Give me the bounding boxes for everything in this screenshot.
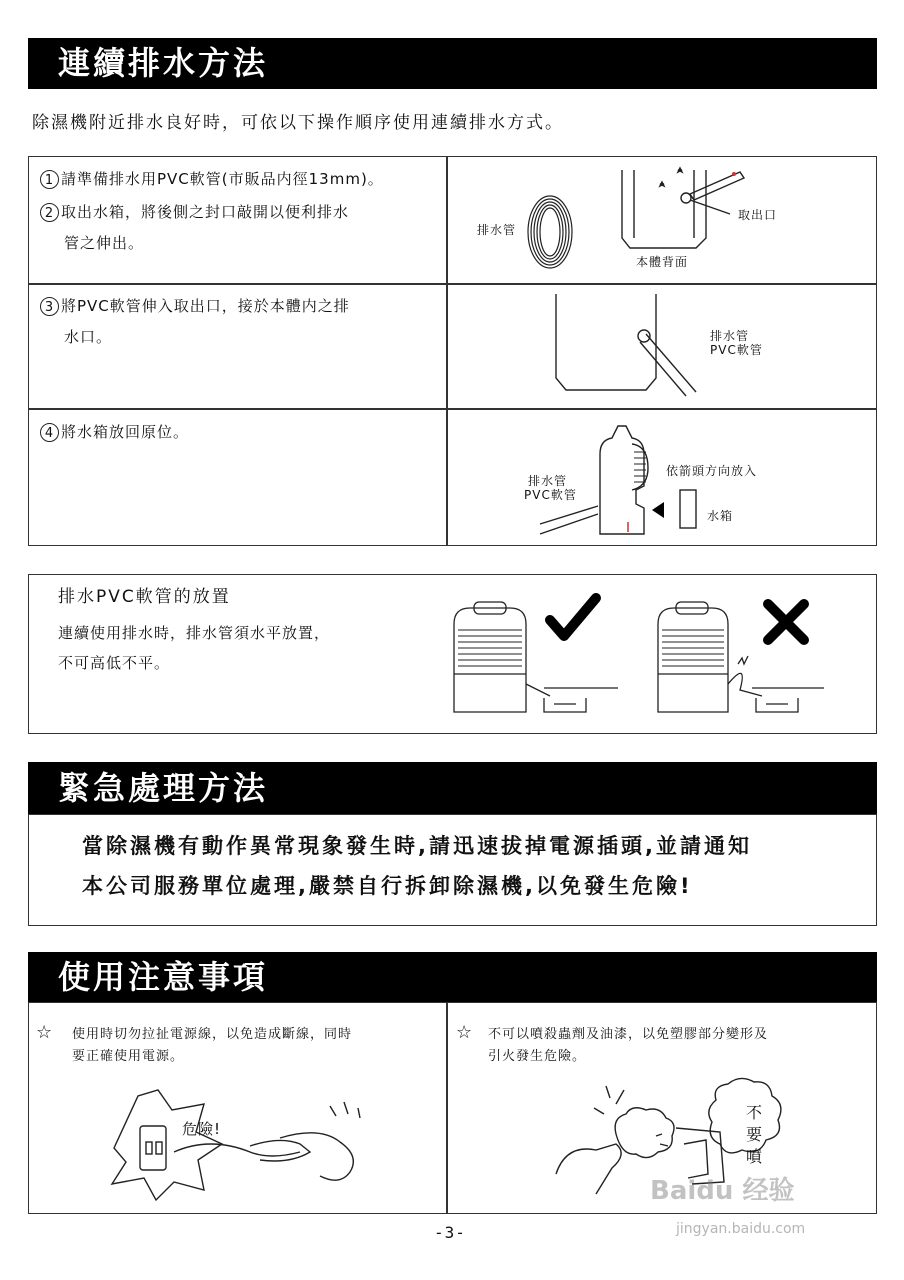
no-spray-char-2: 要	[746, 1125, 764, 1144]
label-unit-back: 本體背面	[636, 255, 689, 269]
incorrect-placement-illustration	[652, 600, 832, 715]
table-divider-row2	[28, 408, 877, 410]
step-number-4: 4	[40, 423, 59, 442]
emergency-line2: 本公司服務單位處理,嚴禁自行拆卸除濕機,以免發生危險!	[82, 874, 693, 898]
placement-line2: 不可高低不平。	[58, 654, 171, 672]
label-pvc-hose-step3: PVC軟管	[710, 343, 763, 357]
step-2-text-line1: 取出水箱，將後側之封口敲開以便利排水	[61, 203, 350, 221]
label-pvc-hose-step4: PVC軟管	[524, 488, 577, 502]
power-cord-pull-illustration	[100, 1086, 400, 1202]
section-title-emergency: 緊急處理方法	[28, 762, 877, 814]
hose-coil-illustration	[520, 192, 580, 274]
step-1-text: 請準備排水用PVC軟管(市販品内徑13mm)。	[61, 170, 384, 188]
section-title-usage: 使用注意事項	[28, 952, 877, 1002]
step-number-3: 3	[40, 297, 59, 316]
placement-title: 排水PVC軟管的放置	[58, 587, 231, 607]
star-icon: ☆	[456, 1022, 474, 1043]
step-3	[40, 295, 350, 317]
usage-divider	[446, 1002, 448, 1214]
step-number-1: 1	[40, 170, 59, 189]
page-number: -3-	[434, 1223, 466, 1242]
step-4	[40, 421, 189, 443]
step-3-text-line2: 水口。	[64, 328, 113, 346]
step-number-2: 2	[40, 203, 59, 222]
step-3-text-line1: 將PVC軟管伸入取出口，接於本體内之排	[61, 297, 350, 315]
step-2	[40, 201, 349, 223]
intro-text: 除濕機附近排水良好時，可依以下操作順序使用連續排水方式。	[32, 113, 564, 133]
label-drain-pipe-step4: 排水管	[528, 474, 568, 488]
table-divider-row1	[28, 283, 877, 285]
section-title-continuous-drain: 連續排水方法	[28, 38, 877, 89]
no-spray-char-3: 噴	[746, 1147, 764, 1166]
star-icon: ☆	[36, 1022, 54, 1043]
table-divider-vertical	[446, 156, 448, 546]
usage-left-line2: 要正確使用電源。	[72, 1049, 185, 1064]
unit-back-illustration	[600, 166, 760, 256]
step-1	[40, 168, 384, 190]
placement-line1: 連續使用排水時，排水管須水平放置，	[58, 624, 331, 642]
usage-right-line2: 引火發生危險。	[488, 1049, 587, 1064]
hose-insertion-illustration	[546, 292, 726, 402]
watermark-brand: Baidu 经验	[650, 1176, 795, 1206]
label-take-out-port: 取出口	[738, 208, 778, 222]
emergency-box	[28, 814, 877, 926]
usage-right-line1: 不可以噴殺蟲劑及油漆，以免塑膠部分變形及	[488, 1027, 769, 1042]
step-2-text-line2: 管之伸出。	[64, 234, 145, 252]
emergency-line1: 當除濕機有動作異常現象發生時,請迅速拔掉電源插頭,並請通知	[82, 834, 752, 858]
usage-left-line1: 使用時切勿拉扯電源線，以免造成斷線，同時	[72, 1027, 353, 1042]
label-arrow-direction: 依箭頭方向放入	[666, 464, 758, 478]
label-water-tank: 水箱	[707, 509, 734, 523]
correct-placement-illustration	[446, 600, 616, 715]
watermark-url: jingyan.baidu.com	[676, 1221, 806, 1237]
label-drain-pipe-step3: 排水管	[710, 329, 750, 343]
danger-label: 危險!	[182, 1120, 222, 1138]
step-4-text: 將水箱放回原位。	[61, 423, 190, 441]
no-spray-char-1: 不	[746, 1103, 764, 1122]
label-drain-pipe: 排水管	[477, 223, 517, 237]
